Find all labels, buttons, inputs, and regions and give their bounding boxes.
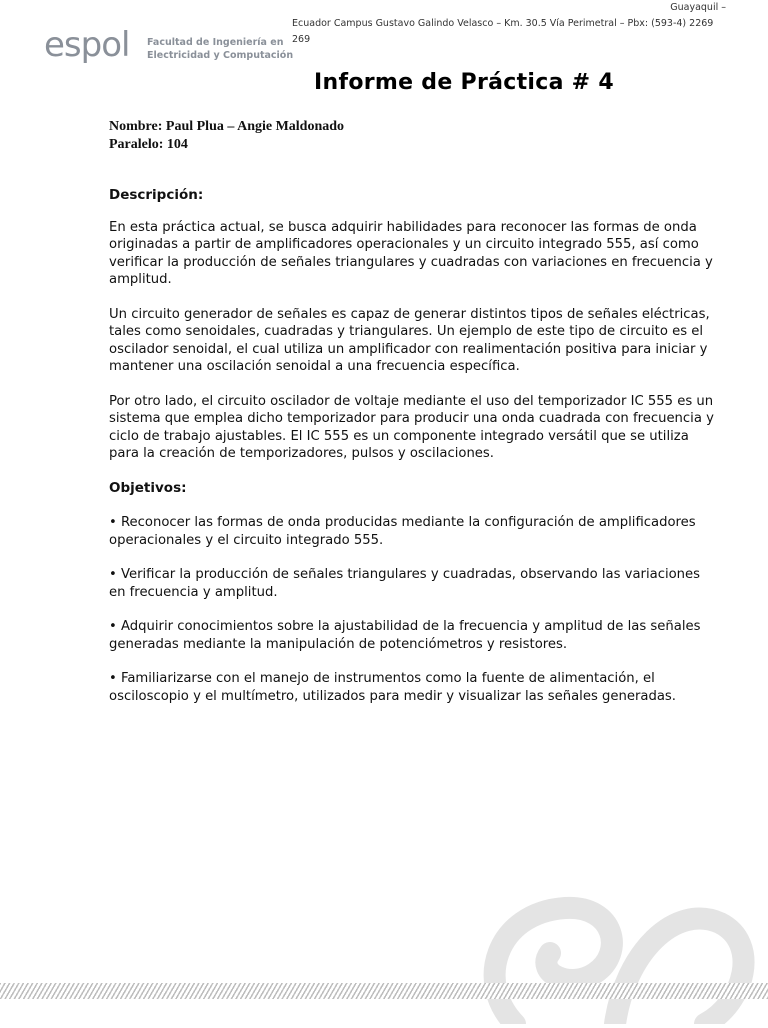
objetivos-heading: Objetivos: bbox=[109, 479, 187, 496]
descripcion-paragraph: En esta práctica actual, se busca adquirir habilidades para reconocer las formas de onda originadas a partir de amplificadores operacionales y un circuito integrado 555, así como verificar la producción de señales triangulares y cuadradas con variaciones en frecuencia y amplitud. bbox=[109, 219, 713, 287]
page-title: Informe de Práctica # 4 bbox=[314, 70, 614, 95]
student-info bbox=[109, 118, 344, 154]
descripcion-paragraph: Por otro lado, el circuito oscilador de voltaje mediante el uso del temporizador IC 555 es un sistema que emplea dicho temporizador para producir una onda cuadrada con frecuencia y ciclo de trabajo ajustables. El IC 555 es un componente integrado versátil que se utiliza para la creación de temporizadores, pulsos y oscilaciones. bbox=[109, 393, 714, 461]
faculty-line-1: Facultad de Ingeniería en bbox=[147, 37, 284, 48]
objetivo-item: • Familiarizarse con el manejo de instrumentos como la fuente de alimentación, el osciloscopio y el multímetro, utilizados para medir y visualizar las señales generadas. bbox=[109, 671, 676, 704]
header-address: Ecuador Campus Gustavo Galindo Velasco – Km. 30.5 Vía Perimetral – Pbx: (593-4) 2269 269 bbox=[292, 18, 714, 45]
footer-hatch-band bbox=[0, 983, 768, 999]
header-city: Guayaquil – bbox=[670, 2, 726, 13]
objetivo-item: • Reconocer las formas de onda producidas mediante la configuración de amplificadores operacionales y el circuito integrado 555. bbox=[109, 515, 696, 548]
header-address-block bbox=[292, 0, 732, 48]
student-names: Nombre: Paul Plua – Angie Maldonado bbox=[109, 119, 345, 134]
logo-text: espol bbox=[44, 26, 130, 65]
objetivo-item: • Verificar la producción de señales triangulares y cuadradas, observando las variaciones en frecuencia y amplitud. bbox=[109, 567, 701, 600]
report-body bbox=[109, 187, 719, 722]
espol-watermark bbox=[475, 893, 755, 1028]
objetivo-item: • Adquirir conocimientos sobre la ajustabilidad de la frecuencia y amplitud de las señales generadas mediante la manipulación de potenciómetros y resistores. bbox=[109, 619, 701, 652]
descripcion-paragraph: Un circuito generador de señales es capaz de generar distintos tipos de señales eléctricas, tales como senoidales, cuadradas y triangulares. Un ejemplo de este tipo de circuito es el oscilador senoidal, el cual utiliza un amplificador con realimentación positiva para iniciar y mantener una oscilación senoidal a una frecuencia específica. bbox=[109, 306, 710, 374]
paralelo: Paralelo: 104 bbox=[109, 137, 188, 152]
faculty-line-2: Electricidad y Computación bbox=[147, 50, 294, 61]
faculty-name bbox=[147, 36, 293, 62]
descripcion-heading: Descripción: bbox=[109, 187, 204, 203]
